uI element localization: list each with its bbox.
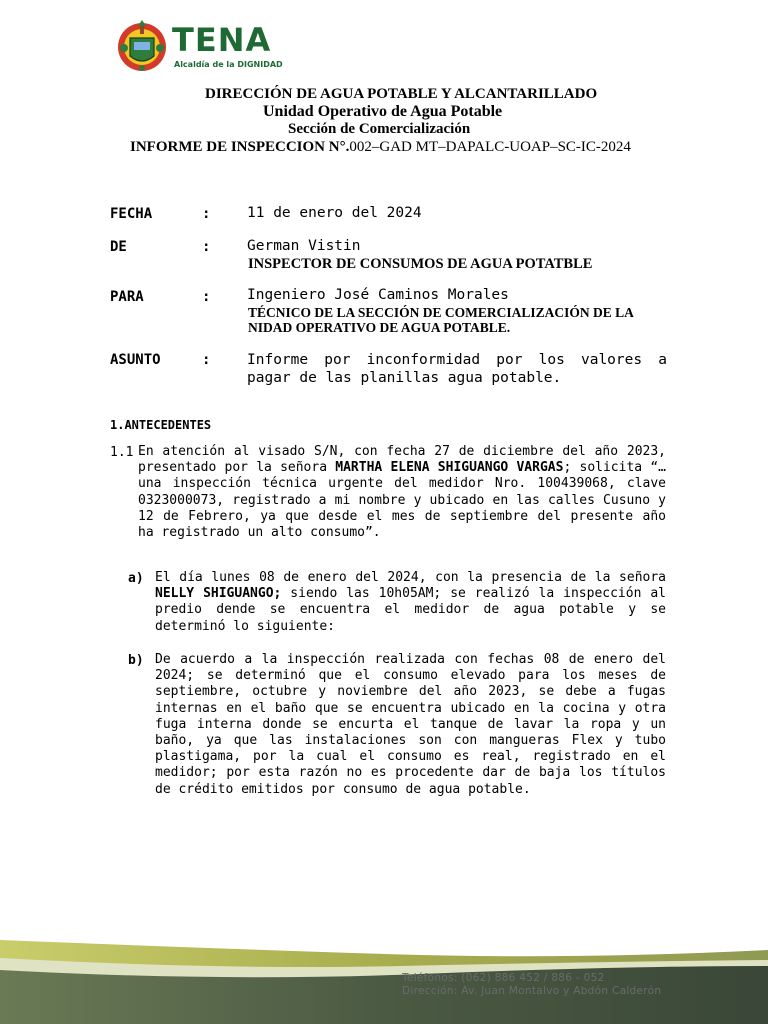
fecha-colon: : <box>202 206 211 222</box>
para-role-line1: TÉCNICO DE LA SECCIÓN DE COMERCIALIZACIÓN DE LA <box>248 305 634 320</box>
a-text-2: siendo las 10h05AM; se realizó la inspección al predio dende se encuentra el medidor de agua potable y se determinó lo siguiente: <box>155 586 666 634</box>
footer-address: Dirección: Av. Juan Montalvo y Abdón Calderón <box>402 985 662 997</box>
section-title: 1.ANTECEDENTES <box>110 418 212 432</box>
asunto-label: ASUNTO <box>110 352 161 368</box>
fecha-label: FECHA <box>110 206 153 222</box>
header-direction: DIRECCIÓN DE AGUA POTABLE Y ALCANTARILLADO <box>205 86 598 102</box>
footer-wave-banner <box>0 930 768 1024</box>
para-role-line2: NIDAD OPERATIVO DE AGUA POTABLE. <box>248 320 511 335</box>
logo-wordmark: TENA <box>172 21 272 59</box>
p1-text-a: En atención al visado S/N, con fecha 27 de diciembre del año 2023, presentado por la señora <box>138 444 666 476</box>
footer-phones: Teléfonos: (062) 886 452 / 886 - 052 <box>402 972 605 984</box>
p1-client-name: MARTHA ELENA SHIGUANGO VARGAS <box>335 460 564 476</box>
item-a-mark: a) <box>128 571 144 586</box>
report-number <box>130 139 631 156</box>
item-number: 1.1 <box>110 445 134 460</box>
municipal-logo <box>114 18 294 74</box>
paragraph-item-a <box>155 570 666 635</box>
header-unit: Unidad Operativo de Agua Potable <box>263 103 503 120</box>
para-name: Ingeniero José Caminos Morales <box>247 287 509 303</box>
de-label: DE <box>110 239 127 255</box>
a-person-name: NELLY SHIGUANGO; <box>155 586 282 602</box>
de-role: INSPECTOR DE CONSUMOS DE AGUA POTATBLE <box>248 256 593 272</box>
asunto-value: Informe por inconformidad por los valores a pagar de las planillas agua potable. <box>247 352 667 386</box>
paragraph-antecedent <box>138 444 666 541</box>
p1-text-b: ; solicita “…una inspección técnica urgente del medidor Nro. 100439068, clave 0323000073, registrado a mi nombre y ubicado en las calles Cusuno y 12 de Febrero, ya que desde el mes de septiembre del presente año ha registrado un alto consumo”. <box>138 460 666 541</box>
para-label: PARA <box>110 289 144 305</box>
item-b-mark: b) <box>128 653 144 668</box>
de-colon: : <box>202 239 211 255</box>
para-colon: : <box>202 289 211 305</box>
paragraph-item-b: De acuerdo a la inspección realizada con fechas 08 de enero del 2024; se determinó que el consumo elevado para los meses de septiembre, octubre y noviembre del año 2023, se debe a fugas internas en el baño que se encuentra ubicado en la cocina y otra fuga interna donde se encurta el tanque de lavar la ropa y un baño, ya que las instalaciones son con mangueras Flex y tubo plastigama, por la cual el consumo es real, registrado en el medidor; por esta razón no es procedente dar de baja los títulos de crédito emitidos por consumo de agua potable. <box>155 652 666 797</box>
coat-of-arms-icon <box>114 18 170 74</box>
header-section: Sección de Comercialización <box>288 121 471 137</box>
asunto-colon: : <box>202 352 211 368</box>
logo-subtitle: Alcaldía de la DIGNIDAD <box>174 60 283 69</box>
report-number-label: INFORME DE INSPECCION N°. <box>130 139 350 155</box>
a-text-1: El día lunes 08 de enero del 2024, con la presencia de la señora <box>155 570 666 585</box>
de-name: German Vistin <box>247 238 361 254</box>
report-number-code: 002–GAD MT–DAPALC-UOAP–SC-IC-2024 <box>349 139 631 155</box>
fecha-value: 11 de enero del 2024 <box>247 205 422 221</box>
